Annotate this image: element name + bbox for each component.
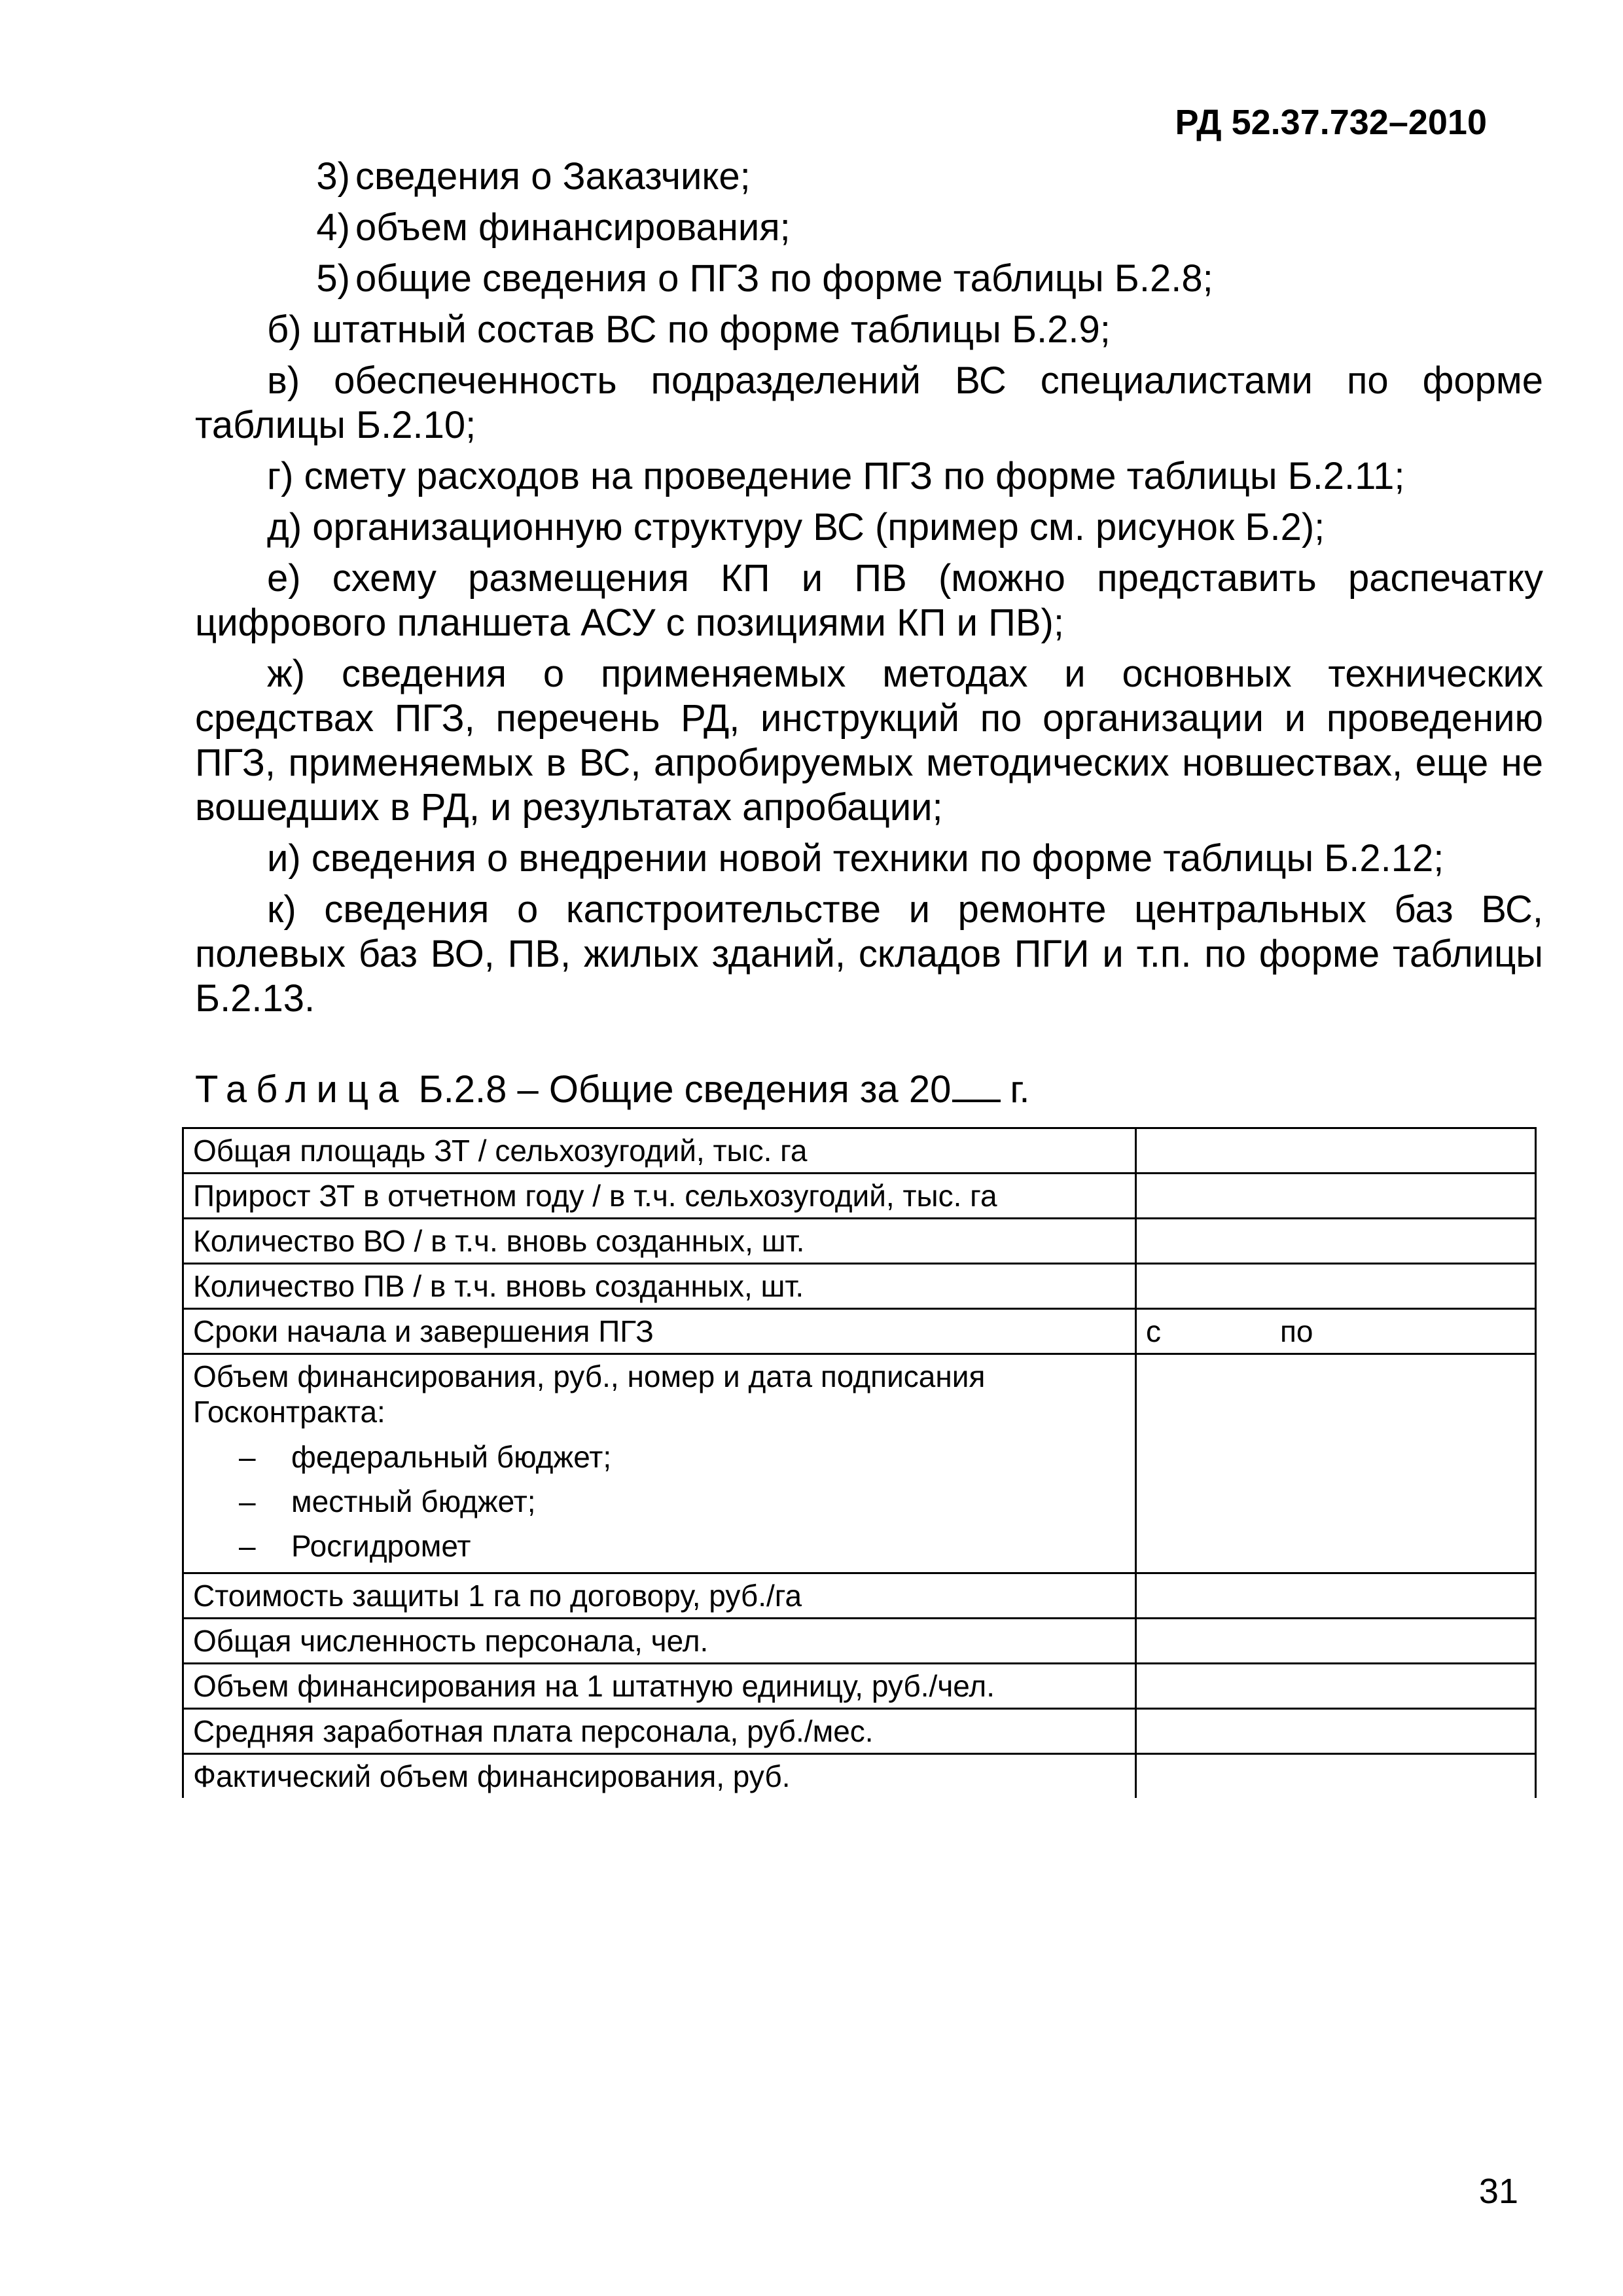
sub-item-text: сведения о Заказчике; — [355, 155, 751, 198]
sub-item-number: 3) — [316, 155, 350, 198]
row-label: Общая площадь ЗТ / сельхозугодий, тыс. га — [183, 1128, 1136, 1174]
list-item-text: федеральный бюджет; — [291, 1440, 612, 1474]
table-caption — [195, 1066, 1030, 1113]
sub-item-5 — [310, 257, 1543, 301]
sub-item-text: общие сведения о ПГЗ по форме таблицы Б.2.8; — [355, 257, 1213, 300]
table-row — [183, 1664, 1536, 1709]
row-value-cell[interactable] — [1135, 1174, 1535, 1219]
sub-item-4 — [310, 206, 1543, 250]
row-value-cell[interactable] — [1135, 1754, 1535, 1799]
list-item — [193, 1479, 1126, 1524]
row-label: Фактический объем финансирования, руб. — [183, 1754, 1136, 1799]
row-value-cell[interactable] — [1135, 1128, 1535, 1174]
general-info-table — [182, 1127, 1537, 1798]
table-row — [183, 1709, 1536, 1754]
year-blank-line — [952, 1066, 1001, 1102]
row-label: Количество ПВ / в т.ч. вновь созданных, шт. — [183, 1264, 1136, 1309]
row-label: Объем финансирования на 1 штатную единицу, руб./чел. — [183, 1664, 1136, 1709]
sub-item-number: 5) — [316, 257, 350, 300]
table-row — [183, 1619, 1536, 1664]
row-label: Стоимость защиты 1 га по договору, руб./га — [183, 1573, 1136, 1619]
financing-row — [183, 1354, 1536, 1573]
row-label: Прирост ЗТ в отчетном году / в т.ч. сельхозугодий, тыс. га — [183, 1174, 1136, 1219]
financing-source-list — [193, 1435, 1126, 1568]
period-from-label: с — [1145, 1314, 1161, 1348]
sub-item-text: объем финансирования; — [355, 206, 791, 249]
row-value-cell[interactable] — [1135, 1709, 1535, 1754]
list-item — [193, 1435, 1126, 1479]
table-caption-text: Б.2.8 – Общие сведения за 20 — [418, 1068, 952, 1111]
row-value-cell[interactable] — [1135, 1573, 1535, 1619]
table-caption-word: Таблица — [195, 1068, 408, 1111]
table-row — [183, 1754, 1536, 1799]
table-row — [183, 1174, 1536, 1219]
table-row — [183, 1219, 1536, 1264]
paragraph-e: е) схему размещения КП и ПВ (можно представить распечатку цифрового планшета АСУ с позициями КП и ПВ); — [195, 557, 1543, 644]
period-value-cell[interactable] — [1135, 1309, 1535, 1354]
period-to-label: по — [1279, 1314, 1313, 1348]
sub-item-3 — [310, 154, 1543, 199]
table-row — [183, 1573, 1536, 1619]
financing-label-cell — [183, 1354, 1136, 1573]
document-code-header: РД 52.37.732–2010 — [1175, 103, 1487, 142]
paragraph-i: и) сведения о внедрении новой техники по форме таблицы Б.2.12; — [267, 837, 1444, 880]
row-label: Средняя заработная плата персонала, руб./мес. — [183, 1709, 1136, 1754]
row-value-cell[interactable] — [1135, 1664, 1535, 1709]
row-value-cell[interactable] — [1135, 1354, 1535, 1573]
row-label: Количество ВО / в т.ч. вновь созданных, шт. — [183, 1219, 1136, 1264]
paragraph-zh: ж) сведения о применяемых методах и основных технических средствах ПГЗ, перечень РД, инструкций по организации и проведению ПГЗ, применяемых в ВС, апробируемых методических новшествах, еще не вошедших в РД, и результатах апробации; — [195, 653, 1543, 829]
row-label: Объем финансирования, руб., номер и дата подписания Госконтракта: — [193, 1359, 986, 1429]
table-row — [183, 1128, 1536, 1174]
list-item-text: местный бюджет; — [291, 1484, 536, 1518]
sub-item-number: 4) — [316, 206, 350, 249]
list-item-text: Росгидромет — [291, 1529, 471, 1563]
paragraph-d: д) организационную структуру ВС (пример см. рисунок Б.2); — [267, 506, 1325, 548]
row-value-cell[interactable] — [1135, 1219, 1535, 1264]
table-row — [183, 1264, 1536, 1309]
paragraph-b: б) штатный состав ВС по форме таблицы Б.2.9; — [267, 308, 1111, 351]
paragraph-k: к) сведения о капстроительстве и ремонте центральных баз ВС, полевых баз ВО, ПВ, жилых зданий, складов ПГИ и т.п. по форме таблицы Б.2.13. — [195, 888, 1543, 1020]
paragraph-g: г) смету расходов на проведение ПГЗ по форме таблицы Б.2.11; — [267, 455, 1405, 497]
row-label: Сроки начала и завершения ПГЗ — [183, 1309, 1136, 1354]
paragraph-v: в) обеспеченность подразделений ВС специалистами по форме таблицы Б.2.10; — [195, 359, 1543, 446]
list-item — [193, 1524, 1126, 1568]
row-label: Общая численность персонала, чел. — [183, 1619, 1136, 1664]
table-caption-year-suffix: г. — [1010, 1068, 1030, 1111]
row-value-cell[interactable] — [1135, 1619, 1535, 1664]
page-number: 31 — [1478, 2172, 1518, 2211]
period-row — [183, 1309, 1536, 1354]
document-body — [195, 154, 1543, 1028]
row-value-cell[interactable] — [1135, 1264, 1535, 1309]
